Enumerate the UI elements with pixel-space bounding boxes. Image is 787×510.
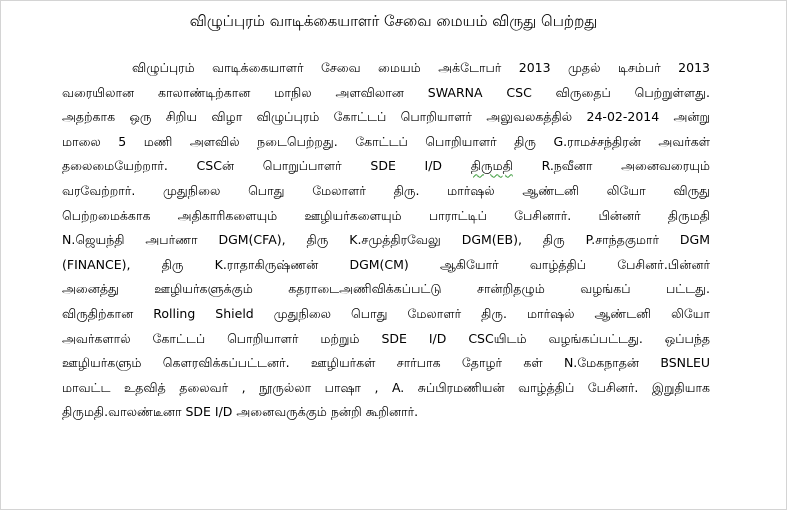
text-line: N.ஜெயந்தி அபர்ணா DGM(CFA), திரு K.சமுத்திரவேலு DGM(EB), திரு P.சாந்தகுமார் DGM — [62, 232, 710, 248]
text-line: வரையிலான காலாண்டிற்கான மாநில அளவிலான SWARNA CSC விருதைப் பெற்றுள்ளது. — [62, 84, 710, 100]
text-line: திருமதி.வாலண்டீனா SDE I/D அனைவருக்கும் நன்றி கூறினார். — [62, 404, 419, 420]
text-line: விழுப்புரம் வாடிக்கையாளர் சேவை மையம் அக்டோபர் 2013 முதல் டிசம்பர் 2013 — [132, 60, 710, 75]
text-line: அனைத்து ஊழியர்களுக்கும் கதராடைஅணிவிக்கப்பட்டு சான்றிதழும் வழங்கப் பட்டது. — [62, 281, 710, 297]
article-paragraph — [62, 56, 710, 425]
text-line: மாலை 5 மணி அளவில் நடைபெற்றது. கோட்டப் பொறியாளர் திரு G.ராமச்சந்திரன் அவர்கள் — [62, 133, 710, 149]
text-line — [62, 154, 710, 179]
text-line: வரவேற்றார். முதுநிலை பொது மேலாளர் திரு. மார்ஷல் ஆண்டனி லியோ விருது — [62, 182, 710, 198]
text-line: மாவட்ட உதவித் தலைவர் , நூருல்லா பாஷா , A. சுப்பிரமணியன் வாழ்த்திப் பேசினர். இறுதியாக — [62, 379, 710, 395]
text-line-suffix: R.நவீனா அனைவரையும் — [541, 158, 710, 174]
text-line: பெற்றமைக்காக அதிகாரிகளையும் ஊழியர்களையும் பாராட்டிப் பேசினார். பின்னர் திருமதி — [62, 207, 710, 223]
text-line: அதற்காக ஒரு சிறிய விழா விழுப்புரம் கோட்டப் பொறியாளர் அலுவலகத்தில் 24-02-2014 அன்று — [62, 109, 710, 125]
document-title: விழுப்புரம் வாடிக்கையாளர் சேவை மையம் விருது பெற்றது — [189, 12, 598, 30]
spellcheck-underlined-word: திருமதி — [470, 158, 513, 174]
text-line: ஊழியர்களும் கௌரவிக்கப்பட்டனர். ஊழியர்கள் சார்பாக தோழர் கள் N.மேகநாதன் BSNLEU — [62, 355, 710, 371]
text-line: அவர்களால் கோட்டப் பொறியாளர் மற்றும் SDE I/D CSCயிடம் வழங்கப்பட்டது. ஒப்பந்த — [62, 330, 710, 346]
text-line-prefix: தலைமையேற்றார். CSCன் பொறுப்பாளர் SDE I/D — [62, 158, 443, 174]
text-line: விருதிற்கான Rolling Shield முதுநிலை பொது மேலாளர் திரு. மார்ஷல் ஆண்டனி லியோ — [62, 305, 710, 321]
text-line: (FINANCE), திரு K.ராதாகிருஷ்ணன் DGM(CM) ஆகியோர் வாழ்த்திப் பேசினர்.பின்னர் — [62, 256, 710, 272]
